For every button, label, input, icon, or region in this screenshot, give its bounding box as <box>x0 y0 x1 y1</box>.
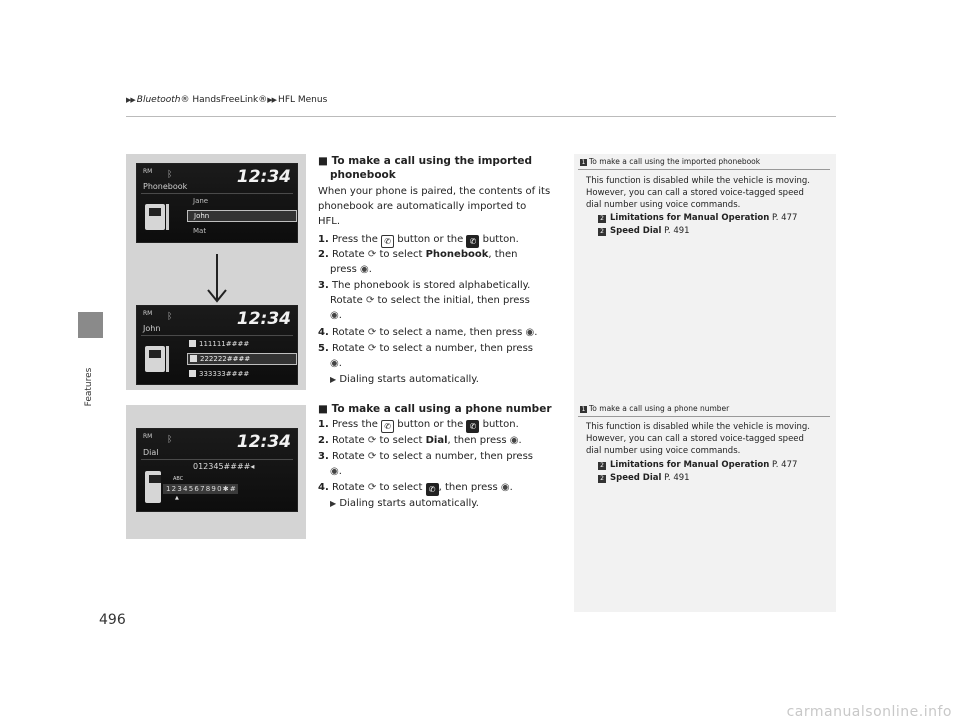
watermark: carmanualsonline.info <box>786 704 952 720</box>
note-reference-link[interactable]: 2 Limitations for Manual Operation P. 477 <box>598 212 797 224</box>
rotate-knob-icon: ⟳ <box>367 435 377 446</box>
dial-phone-icon <box>145 471 161 503</box>
home-phone-icon <box>189 340 196 347</box>
keypad-abc-label: ABC <box>173 476 184 482</box>
phonebook-edge <box>166 346 169 372</box>
dial-screen <box>136 428 298 512</box>
clock: 12:34 <box>236 167 291 187</box>
reference-icon: 2 <box>598 462 606 470</box>
bluetooth-icon: ᛒ <box>167 170 173 180</box>
phonebook-icon <box>145 204 165 230</box>
screen-title: Phonebook <box>143 182 188 191</box>
note-title: 1 To make a call using a phone number <box>581 404 730 413</box>
step-4: 4. Rotate ⟳ to select ✆ , then press ◉. <box>318 482 513 494</box>
note-marker-icon: 1 <box>581 159 586 166</box>
note-reference-link[interactable]: 2 Limitations for Manual Operation P. 477 <box>598 459 797 471</box>
step-2-cont: press ◉. <box>330 264 372 275</box>
note-marker-icon: 1 <box>581 406 586 413</box>
note-divider <box>578 416 830 417</box>
bluetooth-icon: ᛒ <box>167 312 173 322</box>
pickup-button-icon: ✆ <box>426 483 439 496</box>
breadcrumb-current: HFL Menus <box>278 95 328 105</box>
note-reference-link[interactable]: 2 Speed Dial P. 491 <box>598 225 690 237</box>
phonebook-icon <box>145 346 165 372</box>
contact-detail-screen <box>136 305 298 385</box>
rotate-knob-icon: ⟳ <box>367 451 377 462</box>
step-3-press: ◉. <box>330 310 342 321</box>
pickup-button-icon: ✆ <box>466 235 479 248</box>
down-arrow-icon <box>206 254 228 304</box>
bluetooth-icon: ᛒ <box>167 435 173 445</box>
step-3-cont: Rotate ⟳ to select the initial, then press <box>330 295 530 306</box>
signal-status-icon: RM <box>143 433 153 440</box>
clock: 12:34 <box>236 309 291 329</box>
note-body: This function is disabled while the vehicle is moving. However, you can call a stored voice-tagged speed dial number using voice commands. <box>586 422 810 456</box>
signal-status-icon: RM <box>143 310 153 317</box>
note-body: This function is disabled while the vehicle is moving. However, you can call a stored voice-tagged speed dial number using voice commands. <box>586 176 810 210</box>
mobile-phone-icon <box>190 355 197 362</box>
phone-button-icon: ✆ <box>381 420 394 433</box>
screen-divider <box>141 193 293 194</box>
screen-divider <box>141 335 293 336</box>
rotate-knob-icon: ⟳ <box>367 249 377 260</box>
step-5-press: ◉. <box>330 358 342 369</box>
note-reference-link[interactable]: 2 Speed Dial P. 491 <box>598 472 690 484</box>
press-knob-icon: ◉ <box>360 264 369 275</box>
note-divider <box>578 169 830 170</box>
step-3: 3. Rotate ⟳ to select a number, then press <box>318 451 534 462</box>
breadcrumb-section: ® HandsFreeLink® <box>180 95 268 105</box>
phone-number-item: 111111#### <box>189 340 249 348</box>
page-number: 496 <box>99 612 126 628</box>
step-4-result: ▶ Dialing starts automatically. <box>330 498 479 509</box>
header-divider <box>126 116 836 117</box>
phonebook-screen <box>136 163 298 243</box>
step-5: 5. Rotate ⟳ to select a number, then press <box>318 343 534 354</box>
screen-title: John <box>143 324 161 333</box>
step-2: 2. Rotate ⟳ to select Dial, then press ◉. <box>318 435 522 446</box>
result-arrow-icon: ▶ <box>330 499 337 508</box>
signal-status-icon: RM <box>143 168 153 175</box>
chapter-label: Features <box>84 367 94 407</box>
step-3-press: ◉. <box>330 466 342 477</box>
section-heading: ■ To make a call using the imported phonebook <box>318 155 532 181</box>
phone-number-item-selected: 222222#### <box>187 353 297 365</box>
chapter-tab <box>78 312 103 338</box>
press-knob-icon: ◉ <box>509 435 519 446</box>
screen-title: Dial <box>143 448 159 457</box>
step-5-result: ▶ Dialing starts automatically. <box>330 374 479 385</box>
dial-keypad: 1 2 3 4 5 6 7 8 9 0 ✱ # <box>163 484 238 494</box>
rotate-knob-icon: ⟳ <box>367 327 377 338</box>
press-knob-icon: ◉ <box>500 482 510 493</box>
reference-icon: 2 <box>598 228 606 236</box>
press-knob-icon: ◉ <box>330 310 339 321</box>
step-2: 2. Rotate ⟳ to select Phonebook, then <box>318 249 518 260</box>
press-knob-icon: ◉ <box>525 327 535 338</box>
contact-item-selected: John <box>187 210 297 222</box>
work-phone-icon <box>189 370 196 377</box>
dialed-number: 012345####◂ <box>193 462 255 471</box>
step-3: 3. The phonebook is stored alphabetically. <box>318 280 531 291</box>
reference-icon: 2 <box>598 215 606 223</box>
phonebook-edge <box>166 204 169 230</box>
clock: 12:34 <box>236 432 291 452</box>
breadcrumb-brand: Bluetooth <box>136 95 181 105</box>
breadcrumb-arrow-icon: ▶▶ <box>126 96 135 104</box>
phone-button-icon: ✆ <box>381 235 394 248</box>
phone-number-item: 333333#### <box>189 370 249 378</box>
rotate-knob-icon: ⟳ <box>367 482 377 493</box>
rotate-knob-icon: ⟳ <box>365 295 375 306</box>
note-title: 1 To make a call using the imported phonebook <box>581 157 761 166</box>
breadcrumb <box>126 95 327 105</box>
section-intro: When your phone is paired, the contents of its phonebook are automatically imported to HFL. <box>318 186 551 227</box>
press-knob-icon: ◉ <box>330 466 339 477</box>
result-arrow-icon: ▶ <box>330 375 337 384</box>
keypad-cursor-icon: ▲ <box>175 495 179 501</box>
press-knob-icon: ◉ <box>330 358 339 369</box>
step-4: 4. Rotate ⟳ to select a name, then press ◉. <box>318 327 538 338</box>
breadcrumb-arrow-icon: ▶▶ <box>267 96 277 104</box>
step-1: 1. Press the ✆ button or the ✆ button. <box>318 419 519 431</box>
section-heading: ■ To make a call using a phone number <box>318 403 552 415</box>
contact-item: Jane <box>193 197 209 205</box>
step-1: 1. Press the ✆ button or the ✆ button. <box>318 234 519 246</box>
pickup-button-icon: ✆ <box>466 420 479 433</box>
reference-icon: 2 <box>598 475 606 483</box>
screen-divider <box>141 459 293 460</box>
rotate-knob-icon: ⟳ <box>367 343 377 354</box>
contact-item: Mat <box>193 227 207 235</box>
